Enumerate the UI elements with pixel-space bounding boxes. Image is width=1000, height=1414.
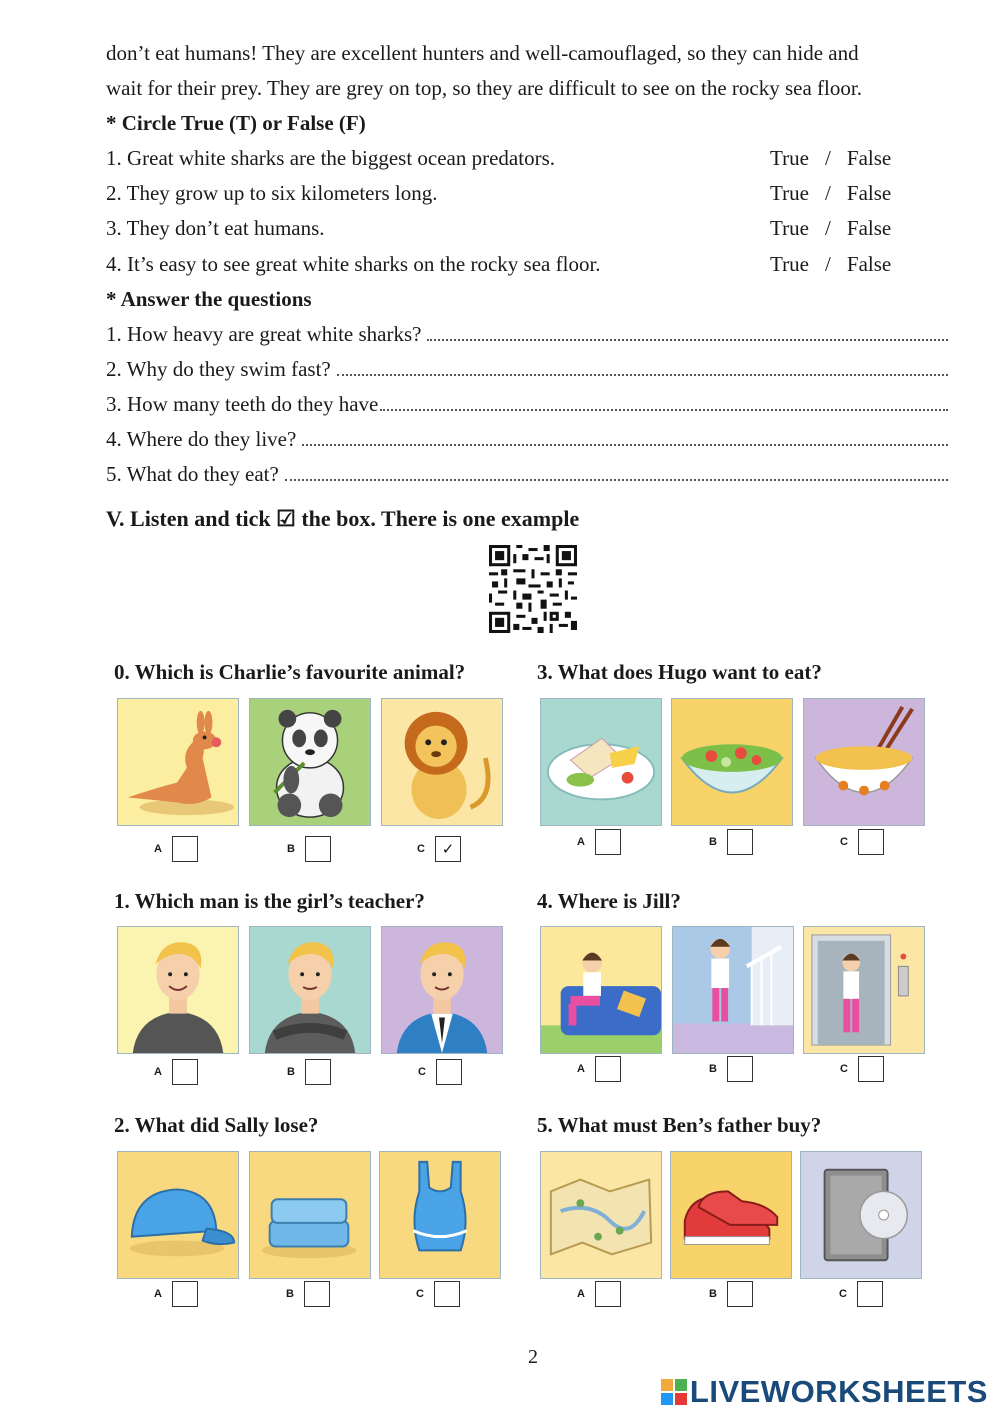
dvd-icon — [801, 1152, 921, 1278]
questions-heading: * Answer the questions — [106, 287, 312, 311]
option-letter: A — [154, 1288, 162, 1300]
answer-line[interactable] — [427, 339, 948, 341]
task-2-option-a[interactable] — [150, 1281, 198, 1307]
task-5-option-c[interactable] — [835, 1281, 883, 1307]
tf-options-4 — [770, 251, 891, 277]
tick-box[interactable]: ✓ — [435, 836, 461, 862]
reading-line-2: wait for their prey. They are grey on top, so they are difficult to see on the rocky sea floor. — [106, 76, 862, 100]
question-row-1 — [106, 321, 948, 347]
question-text: 2. Why do they swim fast? — [106, 357, 331, 381]
option-letter: A — [154, 843, 162, 855]
tf-separator: / — [824, 252, 831, 276]
task-5-picture-b — [670, 1151, 792, 1279]
task-2-picture-c — [379, 1151, 501, 1279]
girl-by-stairs-icon — [673, 927, 793, 1053]
question-text: 3. How many teeth do they have — [106, 392, 379, 416]
question-row-5 — [106, 461, 948, 487]
tf-false-option[interactable]: False — [846, 181, 892, 205]
question-row-3 — [106, 391, 948, 417]
option-letter: B — [709, 1288, 717, 1300]
tick-box[interactable] — [172, 1059, 198, 1085]
tf-options-2 — [770, 180, 891, 206]
option-letter: C — [840, 1063, 848, 1075]
tick-box[interactable] — [172, 1281, 198, 1307]
question-text: 5. What do they eat? — [106, 462, 279, 486]
lion-icon — [382, 699, 502, 825]
tf-false-option[interactable]: False — [846, 216, 892, 240]
task-4-option-b[interactable] — [705, 1056, 753, 1082]
task-1-title: 1. Which man is the girl’s teacher? — [114, 889, 425, 913]
task-5-picture-c — [800, 1151, 922, 1279]
task-3-picture-b — [671, 698, 793, 826]
task-5-title: 5. What must Ben’s father buy? — [537, 1113, 822, 1137]
tf-statement-3: 3. They don’t eat humans. — [106, 216, 325, 240]
answer-line[interactable] — [302, 444, 948, 446]
tf-statement-4: 4. It’s easy to see great white sharks on the rocky sea floor. — [106, 252, 601, 276]
sneakers-icon — [671, 1152, 791, 1278]
question-row-2 — [106, 356, 948, 382]
option-letter: B — [709, 1063, 717, 1075]
tick-box[interactable] — [595, 1056, 621, 1082]
cap-icon — [118, 1152, 238, 1278]
task-4-picture-c — [803, 926, 925, 1054]
option-letter: B — [709, 836, 717, 848]
swimsuit-icon — [380, 1152, 500, 1278]
tf-separator: / — [824, 181, 831, 205]
option-letter: A — [577, 836, 585, 848]
option-letter: C — [416, 1288, 424, 1300]
tick-box[interactable] — [305, 836, 331, 862]
task-0-option-a[interactable] — [150, 836, 198, 862]
option-letter: A — [577, 1288, 585, 1300]
task-1-picture-a — [117, 926, 239, 1054]
tf-false-option[interactable]: False — [846, 146, 892, 170]
tick-box[interactable] — [305, 1059, 331, 1085]
option-letter: B — [287, 843, 295, 855]
option-letter: C — [418, 1066, 426, 1078]
tf-statement-2: 2. They grow up to six kilometers long. — [106, 181, 438, 205]
task-3-picture-c — [803, 698, 925, 826]
option-letter: B — [287, 1066, 295, 1078]
reading-line-1: don’t eat humans! They are excellent hunters and well-camouflaged, so they can hide and — [106, 41, 859, 65]
man-arms-crossed-icon — [250, 927, 370, 1053]
map-icon — [541, 1152, 661, 1278]
liveworksheets-logo[interactable] — [661, 1374, 988, 1410]
tick-box[interactable] — [434, 1281, 460, 1307]
task-1-option-c[interactable] — [414, 1059, 462, 1085]
question-text: 4. Where do they live? — [106, 427, 297, 451]
question-row-4 — [106, 426, 948, 452]
tick-box[interactable] — [727, 829, 753, 855]
tick-box[interactable] — [436, 1059, 462, 1085]
task-5-picture-a — [540, 1151, 662, 1279]
question-text: 1. How heavy are great white sharks? — [106, 322, 422, 346]
tf-true-option[interactable]: True — [770, 252, 809, 276]
task-3-option-c[interactable] — [836, 829, 884, 855]
brand-name: LIVEWORKSHEETS — [689, 1374, 988, 1409]
task-1-picture-b — [249, 926, 371, 1054]
option-letter: C — [839, 1288, 847, 1300]
tick-box[interactable] — [857, 1281, 883, 1307]
salad-bowl-icon — [672, 699, 792, 825]
man-blue-suit-icon — [382, 927, 502, 1053]
task-4-picture-a — [540, 926, 662, 1054]
task-1-option-b[interactable] — [283, 1059, 331, 1085]
option-letter: C — [417, 843, 425, 855]
task-2-option-b[interactable] — [282, 1281, 330, 1307]
task-0-option-c[interactable] — [413, 836, 461, 862]
option-letter: C — [840, 836, 848, 848]
option-letter: A — [154, 1066, 162, 1078]
task-2-picture-b — [249, 1151, 371, 1279]
task-4-option-a[interactable] — [573, 1056, 621, 1082]
task-0-picture-b — [249, 698, 371, 826]
task-1-option-a[interactable] — [150, 1059, 198, 1085]
page-number: 2 — [528, 1346, 538, 1368]
tick-box[interactable] — [172, 836, 198, 862]
tick-box[interactable] — [304, 1281, 330, 1307]
tf-options-3 — [770, 215, 891, 241]
panda-icon — [250, 699, 370, 825]
tf-true-option[interactable]: True — [770, 181, 809, 205]
tf-statement-1: 1. Great white sharks are the biggest ocean predators. — [106, 146, 555, 170]
tf-options-1 — [770, 145, 891, 171]
girl-on-sofa-icon — [541, 927, 661, 1053]
answer-line[interactable] — [380, 409, 948, 411]
task-0-picture-c — [381, 698, 503, 826]
task-5-option-a[interactable] — [573, 1281, 621, 1307]
tick-box[interactable] — [595, 829, 621, 855]
noodle-bowl-icon — [804, 699, 924, 825]
task-1-picture-c — [381, 926, 503, 1054]
task-0-title: 0. Which is Charlie’s favourite animal? — [114, 660, 466, 684]
tick-box[interactable] — [727, 1056, 753, 1082]
kangaroo-icon — [118, 699, 238, 825]
option-letter: B — [286, 1288, 294, 1300]
true-false-heading: * Circle True (T) or False (F) — [106, 111, 366, 135]
task-0-picture-a — [117, 698, 239, 826]
task-5-option-b[interactable] — [705, 1281, 753, 1307]
task-3-option-b[interactable] — [705, 829, 753, 855]
tf-false-option[interactable]: False — [846, 252, 892, 276]
tf-separator: / — [824, 216, 831, 240]
liveworksheets-mark-icon — [661, 1379, 687, 1405]
tf-separator: / — [824, 146, 831, 170]
tick-box[interactable] — [595, 1281, 621, 1307]
answer-line[interactable] — [337, 374, 948, 376]
task-0-option-b[interactable] — [283, 836, 331, 862]
qr-code-icon[interactable] — [489, 545, 577, 633]
tick-box[interactable] — [858, 829, 884, 855]
girl-in-lift-icon — [804, 927, 924, 1053]
tick-box[interactable] — [858, 1056, 884, 1082]
tick-box[interactable] — [727, 1281, 753, 1307]
task-3-picture-a — [540, 698, 662, 826]
task-2-option-c[interactable] — [412, 1281, 460, 1307]
task-2-picture-a — [117, 1151, 239, 1279]
answer-line[interactable] — [285, 479, 948, 481]
option-letter: A — [577, 1063, 585, 1075]
task-3-option-a[interactable] — [573, 829, 621, 855]
tf-true-option[interactable]: True — [770, 216, 809, 240]
towel-icon — [250, 1152, 370, 1278]
tf-true-option[interactable]: True — [770, 146, 809, 170]
man-dark-shirt-icon — [118, 927, 238, 1053]
task-3-title: 3. What does Hugo want to eat? — [537, 660, 822, 684]
sandwich-plate-icon — [541, 699, 661, 825]
task-4-option-c[interactable] — [836, 1056, 884, 1082]
task-2-title: 2. What did Sally lose? — [114, 1113, 319, 1137]
listening-heading: V. Listen and tick ☑ the box. There is one example — [106, 506, 580, 531]
task-4-title: 4. Where is Jill? — [537, 889, 681, 913]
task-4-picture-b — [672, 926, 794, 1054]
